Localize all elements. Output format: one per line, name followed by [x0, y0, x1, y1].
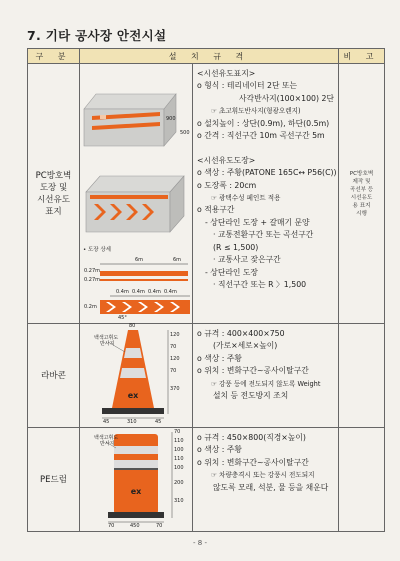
dim-label: 0.4m: [164, 289, 177, 295]
spec-line: · 교통사고 잦은구간: [213, 255, 281, 265]
dim-label: 45: [103, 419, 110, 425]
dim-label: 120: [170, 332, 180, 338]
spec-line: o 위치 : 변화구간~공사이탈구간: [197, 457, 309, 467]
dim-label: 6m: [135, 257, 144, 263]
dim-label: 100: [174, 447, 184, 453]
text-line: 용 표지: [352, 202, 371, 209]
spec-line: o 색상 : 주황: [197, 445, 242, 455]
spec-line: (R ≤ 1,500): [213, 242, 259, 252]
table-row: [28, 64, 385, 324]
dim-label: 370: [170, 386, 180, 392]
spec-line: o 도장폭 : 20cm: [197, 180, 257, 190]
spec-line: · 직선구간 또는 R 〉1,500: [213, 279, 307, 289]
text-line: PE드럼: [40, 474, 67, 485]
dim-label: 500: [180, 130, 190, 136]
dim-label: 900: [166, 116, 176, 122]
dim-label: 200: [174, 480, 184, 486]
spec-line: ☞ 강풍 등에 전도되지 않도록 Weight: [211, 379, 321, 388]
text-line: PC방호벽: [349, 170, 374, 177]
text-line: PC방호벽: [35, 170, 72, 181]
text-line: 제작 및: [352, 178, 371, 185]
spec-line: 않도록 모래, 석분, 물 등을 채운다: [213, 482, 329, 492]
spec-line: <시선유도도장>: [197, 155, 256, 165]
dim-label: 70: [174, 429, 181, 435]
dim-label: 45: [155, 419, 162, 425]
reflector-label: 백색고휘도: [94, 335, 119, 341]
dim-label: 310: [174, 498, 184, 504]
dim-label: 100: [174, 465, 184, 471]
header-category: 구 분: [28, 49, 80, 64]
dim-label: 0.4m: [132, 289, 145, 295]
pc-barrier-illustration: [80, 64, 193, 324]
spec-line: - 상단라인 도장 + 갈매기 문양: [205, 217, 310, 227]
spec-line: o 색상 : 주황: [197, 353, 242, 363]
dim-label: 6m: [173, 257, 182, 263]
page-number: - 8 -: [193, 539, 207, 547]
pc-spec-cell: [193, 64, 339, 324]
note-cell: [339, 324, 385, 428]
category-cell: [28, 428, 80, 532]
spec-line: ☞ 차량충격시 또는 강풍시 전도되지: [211, 471, 315, 480]
spec-line: o 형식 : 테리네이터 2단 또는: [197, 81, 298, 91]
pe-drum-spec-cell: [193, 428, 339, 532]
spec-line: 사각반사지(100×100) 2단: [239, 93, 335, 103]
text-line: 시선유도: [37, 194, 70, 205]
page-title: 7. 기타 공사장 안전시설: [27, 28, 167, 43]
dim-label: 110: [174, 438, 184, 444]
paint-detail-label: • 도장 상세: [83, 247, 111, 253]
note-cell: [339, 64, 385, 324]
spec-line: o 색상 : 주황(PATONE 165C↔ P56(C)): [197, 168, 337, 178]
spec-line: o 설치높이 : 상단(0.9m), 하단(0.5m): [197, 118, 330, 128]
spec-line: o 간격 : 직선구간 10m 곡선구간 5m: [197, 131, 325, 141]
spec-line: o 규격 : 450×800(직경×높이): [197, 433, 306, 442]
text-line: 곡선부 등: [349, 186, 374, 193]
dim-label: 0.4m: [116, 289, 129, 295]
header-note: 비 고: [339, 49, 385, 64]
dim-label: 450: [130, 523, 140, 529]
text-line: 도장 및: [39, 182, 68, 193]
pc-barrier-figure-cell: [80, 64, 193, 324]
dim-label: 310: [127, 419, 137, 425]
dim-label: 70: [108, 523, 115, 529]
reflector-label: 반사지: [100, 341, 115, 347]
reflector-label: 반사지: [100, 441, 115, 447]
dim-label: 0.27m: [84, 268, 101, 274]
category-cell: [28, 64, 80, 324]
spec-line: ☞ 광택수성 페인트 적용: [211, 194, 281, 203]
spec-line: o 위치 : 변화구간~공사이탈구간: [197, 366, 309, 376]
note-cell: [339, 428, 385, 532]
rubber-cone-spec-cell: [193, 324, 339, 428]
svg-text:ex: ex: [130, 487, 142, 496]
text-line: 표지: [45, 206, 62, 217]
dim-label: 0.4m: [148, 289, 161, 295]
text-line: 라바콘: [41, 370, 66, 381]
reflector-label: 백색고휘도: [94, 435, 119, 441]
spec-line: - 상단라인 도장: [205, 267, 258, 277]
dim-label: 120: [170, 356, 180, 362]
spec-line: ☞ 초고휘도반사지(형광오렌지): [211, 107, 301, 116]
spec-list: [193, 324, 338, 402]
dim-label: 0.27m: [84, 277, 101, 283]
spec-list: [193, 64, 338, 291]
dim-label: 80: [129, 323, 136, 329]
dim-label: 70: [170, 368, 177, 374]
svg-text:ex: ex: [127, 391, 139, 400]
table-row: [28, 324, 385, 428]
dim-label: 0.2m: [84, 304, 97, 310]
category-cell: [28, 324, 80, 428]
text-line: 시행: [356, 210, 367, 217]
angle-label: 45°: [118, 315, 127, 321]
spec-line: o 적용구간: [197, 205, 235, 215]
spec-line: 설치 등 전도방지 조치: [213, 391, 289, 401]
dim-label: 70: [156, 523, 163, 529]
dim-label: 70: [170, 344, 177, 350]
spec-line: o 규격 : 400×400×750: [197, 329, 285, 338]
pe-drum-figure-cell: [80, 428, 193, 532]
spec-line: [197, 142, 336, 154]
text-line: 시선유도: [350, 194, 373, 201]
spec-line: <시선유도표지>: [197, 69, 256, 78]
spec-list: [193, 428, 338, 494]
safety-facility-table: [27, 48, 385, 532]
rubber-cone-figure-cell: [80, 324, 193, 428]
header-spec: 설 치 규 격: [80, 49, 339, 64]
spec-line: (가로×세로×높이): [213, 341, 278, 351]
table-header-row: [28, 49, 385, 64]
spec-line: · 교통전환구간 또는 곡선구간: [213, 230, 314, 240]
dim-label: 110: [174, 456, 184, 462]
table-row: [28, 428, 385, 532]
